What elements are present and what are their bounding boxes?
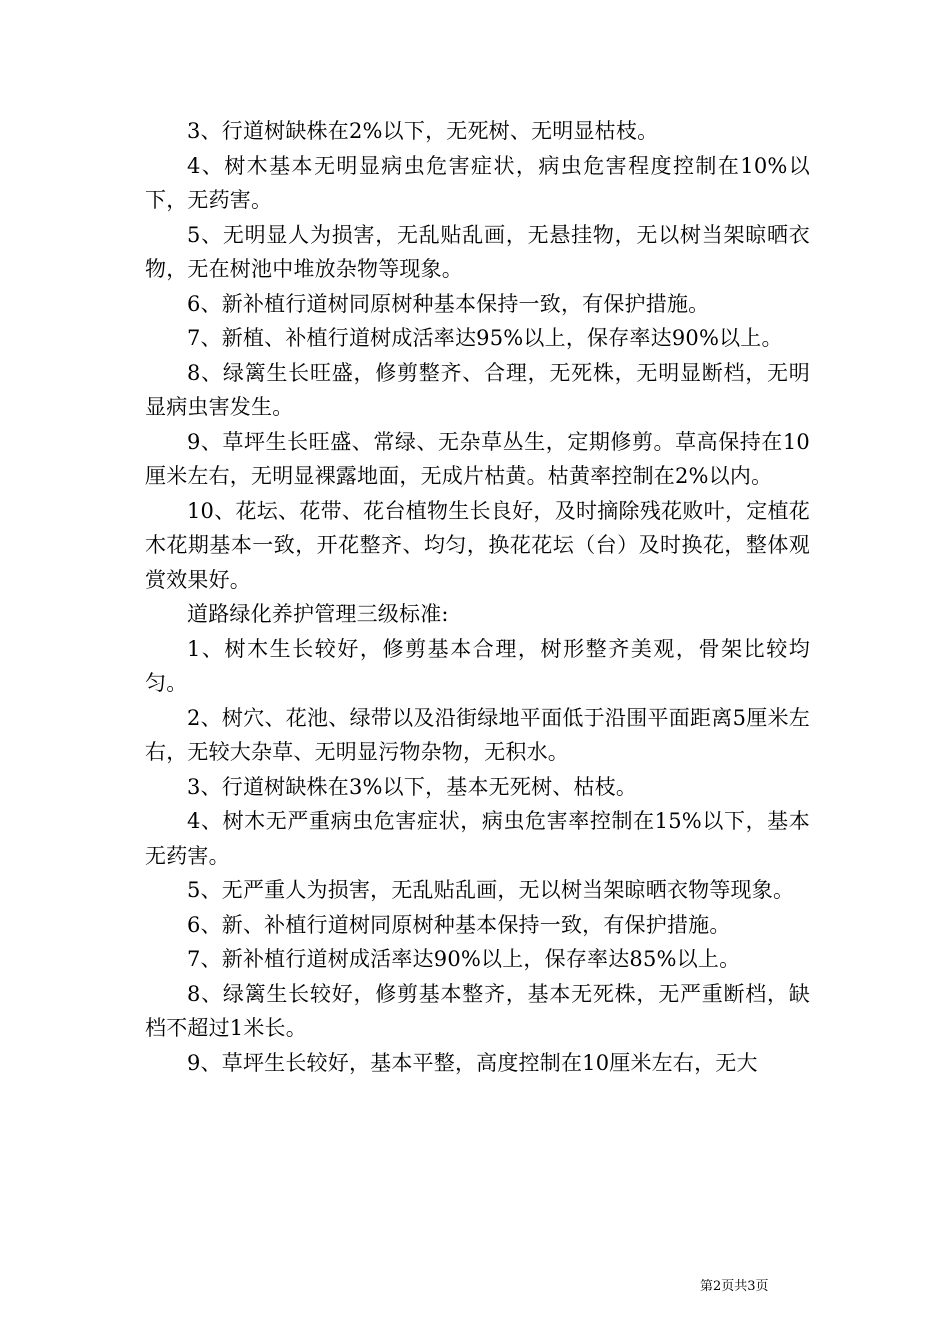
paragraph: 3、行道树缺株在3%以下，基本无死树、枯枝。: [187, 774, 638, 799]
paragraph: 9、草坪生长旺盛、常绿、无杂草丛生，定期修剪。草高保持在10厘米左右，无明显裸露地面，无成片枯黄。枯黄率控制在2%以内。: [145, 429, 810, 488]
section-heading: 道路绿化养护管理三级标准:: [187, 602, 449, 626]
paragraph: 10、花坛、花带、花台植物生长良好，及时摘除残花败叶，定植花木花期基本一致，开花整齐、均匀，换花花坛（台）及时换花，整体观赏效果好。: [145, 498, 810, 592]
paragraph: 5、无严重人为损害，无乱贴乱画，无以树当架晾晒衣物等现象。: [187, 878, 795, 902]
page-number: 第2页共3页: [700, 1279, 769, 1294]
paragraph: 9、草坪生长较好，基本平整，高度控制在10厘米左右，无大: [187, 1050, 758, 1075]
paragraph: 7、新补植行道树成活率达90%以上，保存率达85%以上。: [187, 947, 741, 971]
paragraph: 6、新补植行道树同原树种基本保持一致，有保护措施。: [187, 291, 710, 316]
paragraph: 1、树木生长较好，修剪基本合理，树形整齐美观，骨架比较均匀。: [145, 636, 810, 695]
paragraph: 3、行道树缺株在2%以下，无死树、无明显枯枝。: [187, 119, 659, 143]
paragraph: 6、新、补植行道树同原树种基本保持一致，有保护措施。: [187, 912, 731, 937]
paragraph: 8、绿篱生长较好，修剪基本整齐，基本无死株，无严重断档，缺档不超过1米长。: [145, 981, 810, 1040]
paragraph: 7、新植、补植行道树成活率达95%以上，保存率达90%以上。: [187, 326, 783, 350]
paragraph: 4、树木基本无明显病虫危害症状，病虫危害程度控制在10%以下，无药害。: [145, 153, 810, 212]
paragraph: 5、无明显人为损害，无乱贴乱画，无悬挂物，无以树当架晾晒衣物，无在树池中堆放杂物等现象。: [145, 222, 810, 281]
paragraph: 4、树木无严重病虫危害症状，病虫危害率控制在15%以下，基本无药害。: [145, 809, 810, 868]
paragraph: 8、绿篱生长旺盛，修剪整齐、合理，无死株，无明显断档，无明显病虫害发生。: [145, 360, 810, 419]
paragraph: 2、树穴、花池、绿带以及沿街绿地平面低于沿围平面距离5厘米左右，无较大杂草、无明显污物杂物，无积水。: [145, 705, 810, 764]
document-body: [145, 114, 810, 1080]
